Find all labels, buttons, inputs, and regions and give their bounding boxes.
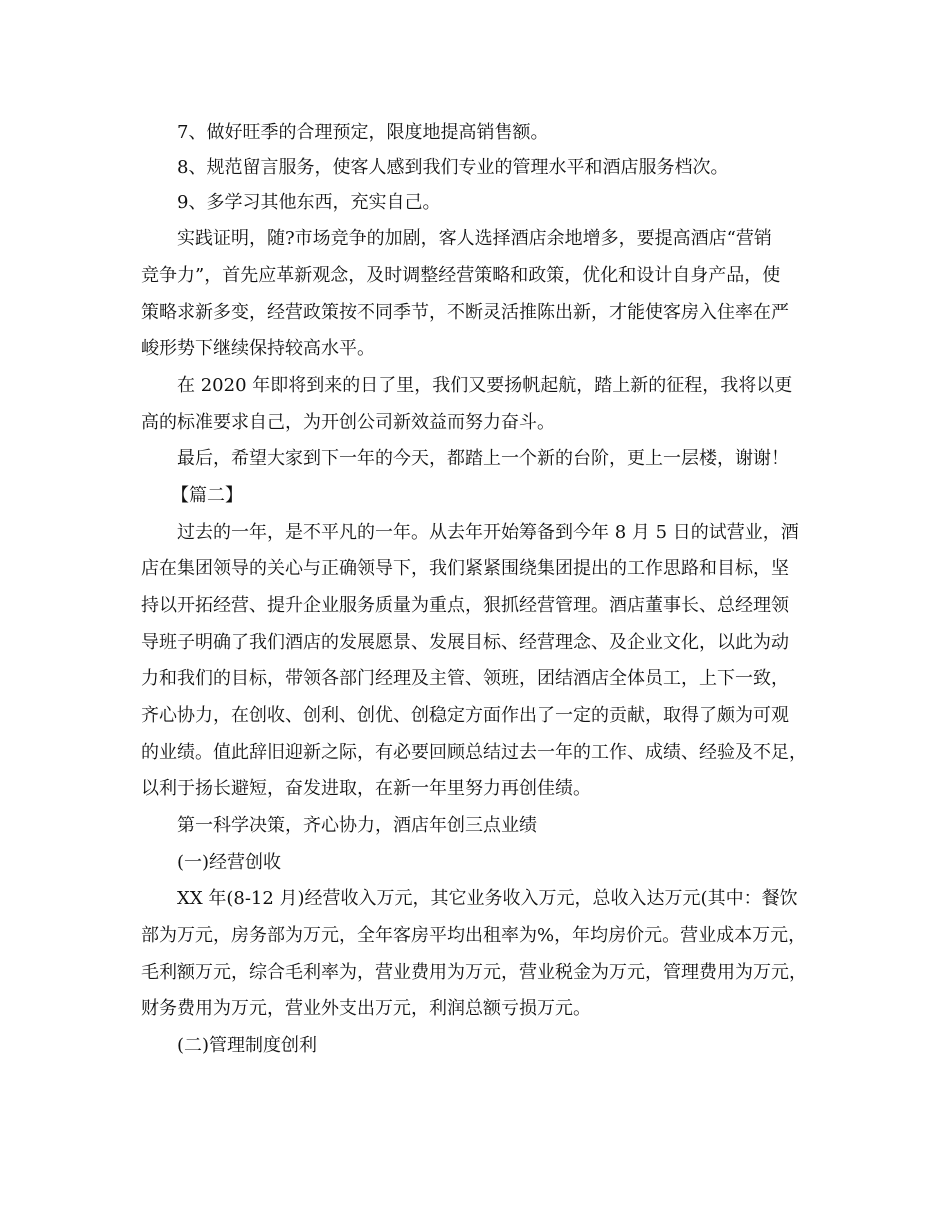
paragraph-line: 高的标准要求自己，为开创公司新效益而努力奋斗。 xyxy=(141,412,555,433)
paragraph-line: 部为万元，房务部为万元，全年客房平均出租率为%，年均房价元。营业成本万元， xyxy=(141,925,807,946)
paragraph-line: 导班子明确了我们酒店的发展愿景、发展目标、经营理念、及企业文化，以此为动 xyxy=(141,632,789,653)
paragraph-line: 竞争力”，首先应革新观念，及时调整经营策略和政策，优化和设计自身产品，使 xyxy=(141,265,781,286)
paragraph-line: 财务费用为万元，营业外支出万元，利润总额亏损万元。 xyxy=(141,998,591,1019)
paragraph-line: 实践证明，随?市场竞争的加剧，客人选择酒店余地增多，要提高酒店“营销 xyxy=(177,228,772,249)
paragraph-line: 店在集团领导的关心与正确领导下，我们紧紧围绕集团提出的工作思路和目标，坚 xyxy=(141,558,789,579)
list-item-8: 8、规范留言服务，使客人感到我们专业的管理水平和酒店服务档次。 xyxy=(177,157,729,178)
paragraph-line: 齐心协力，在创收、创利、创优、创稳定方面作出了一定的贡献，取得了颇为可观 xyxy=(141,705,789,726)
paragraph-line: 峻形势下继续保持较高水平。 xyxy=(141,338,375,359)
paragraph-line: 策略求新多变，经营政策按不同季节，不断灵活推陈出新，才能使客房入住率在严 xyxy=(141,302,789,323)
paragraph-line: 持以开拓经营、提升企业服务质量为重点，狠抓经营管理。酒店董事长、总经理领 xyxy=(141,595,789,616)
section-heading: 【篇二】 xyxy=(171,485,243,506)
list-item-9: 9、多学习其他东西，充实自己。 xyxy=(177,192,441,213)
paragraph-line: 在 2020 年即将到来的日了里，我们又要扬帆起航，踏上新的征程，我将以更 xyxy=(177,375,793,396)
paragraph-line: 的业绩。值此辞旧迎新之际，有必要回顾总结过去一年的工作、成绩、经验及不足， xyxy=(141,742,807,763)
paragraph-line: 以利于扬长避短，奋发进取，在新一年里努力再创佳绩。 xyxy=(141,778,591,799)
subsection-heading: (一)经营创收 xyxy=(177,852,282,873)
paragraph-line: 力和我们的目标，带领各部门经理及主管、领班，团结酒店全体员工，上下一致， xyxy=(141,668,789,689)
paragraph-line: 最后，希望大家到下一年的今天，都踏上一个新的台阶，更上一层楼，谢谢！ xyxy=(177,448,789,469)
paragraph-line: XX 年(8-12 月)经营收入万元，其它业务收入万元，总收入达万元(其中：餐饮 xyxy=(177,888,798,909)
list-item-7: 7、做好旺季的合理预定，限度地提高销售额。 xyxy=(177,122,549,143)
paragraph-line: 毛利额万元，综合毛利率为，营业费用为万元，营业税金为万元，管理费用为万元， xyxy=(141,962,807,983)
subsection-heading: (二)管理制度创利 xyxy=(177,1035,318,1056)
paragraph-line: 过去的一年，是不平凡的一年。从去年开始筹备到今年 8 月 5 日的试营业，酒 xyxy=(177,522,799,543)
subsection-heading: 第一科学决策，齐心协力，酒店年创三点业绩 xyxy=(177,815,537,836)
